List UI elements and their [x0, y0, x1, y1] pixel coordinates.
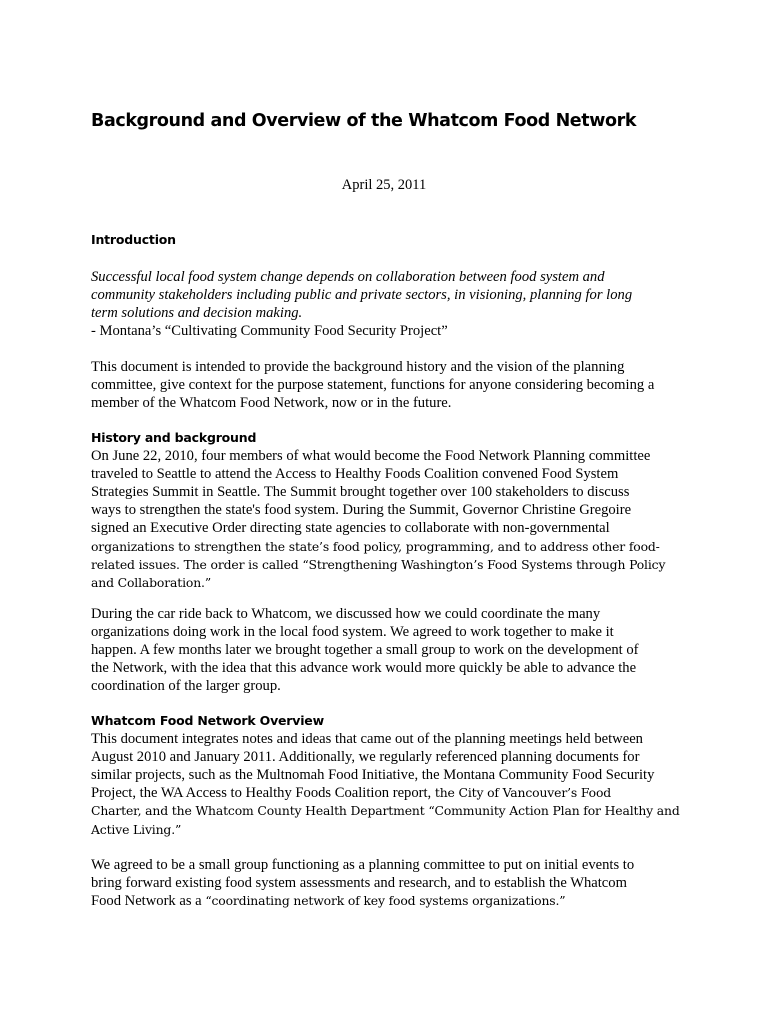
paragraph-line: signed an Executive Order directing state agencies to collaborate with non-governmental — [91, 520, 610, 537]
overview-paragraph-2 — [91, 856, 691, 910]
history-heading: History and background — [91, 430, 257, 445]
paragraph-line: organizations doing work in the local food system. We agreed to work together to make it — [91, 624, 614, 641]
paragraph-line: On June 22, 2010, four members of what would become the Food Network Planning committee — [91, 448, 651, 465]
paragraph-line: August 2010 and January 2011. Additionally, we regularly referenced planning documents for — [91, 749, 640, 766]
paragraph-line: committee, give context for the purpose statement, functions for anyone considering becoming a — [91, 377, 655, 394]
quote-line: community stakeholders including public and private sectors, in visioning, planning for long — [91, 287, 633, 304]
paragraph-line: Strategies Summit in Seattle. The Summit brought together over 100 stakeholders to discuss — [91, 484, 630, 501]
paragraph-line: similar projects, such as the Multnomah Food Initiative, the Montana Community Food Security — [91, 767, 655, 784]
paragraph-line: During the car ride back to Whatcom, we discussed how we could coordinate the many — [91, 606, 601, 622]
paragraph-line: related issues. The order is called “Strengthening Washington’s Food Systems through Policy — [91, 556, 666, 572]
paragraph-line: This document integrates notes and ideas that came out of the planning meetings held between — [91, 731, 643, 748]
introduction-quote — [91, 268, 691, 322]
paragraph-line: member of the Whatcom Food Network, now or in the future. — [91, 395, 452, 412]
paragraph-line: Charter, and the Whatcom County Health Department “Community Action Plan for Healthy and — [91, 803, 680, 819]
document-title: Background and Overview of the Whatcom Food Network — [91, 111, 637, 131]
paragraph-line: happen. A few months later we brought together a small group to work on the development of — [91, 642, 639, 659]
quote-line: Successful local food system change depends on collaboration between food system and — [91, 269, 605, 285]
paragraph-line: and Collaboration.” — [91, 574, 211, 590]
paragraph-line: organizations to strengthen the state’s food policy, programming, and to address other food- — [91, 538, 660, 554]
paragraph-line — [91, 784, 691, 802]
paragraph-line: We agreed to be a small group functioning as a planning committee to put on initial events to — [91, 857, 635, 873]
paragraph-line: the Network, with the idea that this advance work would more quickly be able to advance the — [91, 660, 637, 677]
paragraph-line: ways to strengthen the state's food system. During the Summit, Governor Christine Gregoire — [91, 502, 632, 519]
paragraph-line: traveled to Seattle to attend the Access to Healthy Foods Coalition convened Food System — [91, 466, 619, 483]
quote-attribution: - Montana’s “Cultivating Community Food Security Project” — [91, 323, 448, 339]
paragraph-line — [91, 892, 691, 910]
paragraph-line: Active Living.” — [91, 821, 182, 837]
paragraph-line: coordination of the larger group. — [91, 678, 281, 695]
paragraph-segment: the City of Vancouver’s Food — [434, 785, 612, 801]
history-section — [91, 429, 691, 592]
paragraph-line: bring forward existing food system assessments and research, and to establish the Whatcom — [91, 875, 627, 892]
paragraph-segment: “coordinating network of key food systems organizations.” — [205, 893, 566, 909]
overview-heading: Whatcom Food Network Overview — [91, 713, 324, 728]
paragraph-segment: Food Network as a — [91, 893, 206, 910]
paragraph-segment: Project, the WA Access to Healthy Foods Coalition report, — [91, 785, 435, 802]
introduction-section — [91, 231, 691, 249]
paragraph-line: This document is intended to provide the background history and the vision of the planning — [91, 359, 625, 375]
overview-section — [91, 712, 691, 839]
quote-attribution-block — [91, 322, 691, 340]
introduction-heading: Introduction — [91, 232, 176, 247]
introduction-paragraph — [91, 358, 691, 412]
history-paragraph-2 — [91, 605, 691, 695]
quote-line: term solutions and decision making. — [91, 305, 303, 322]
document-date: April 25, 2011 — [341, 177, 427, 193]
